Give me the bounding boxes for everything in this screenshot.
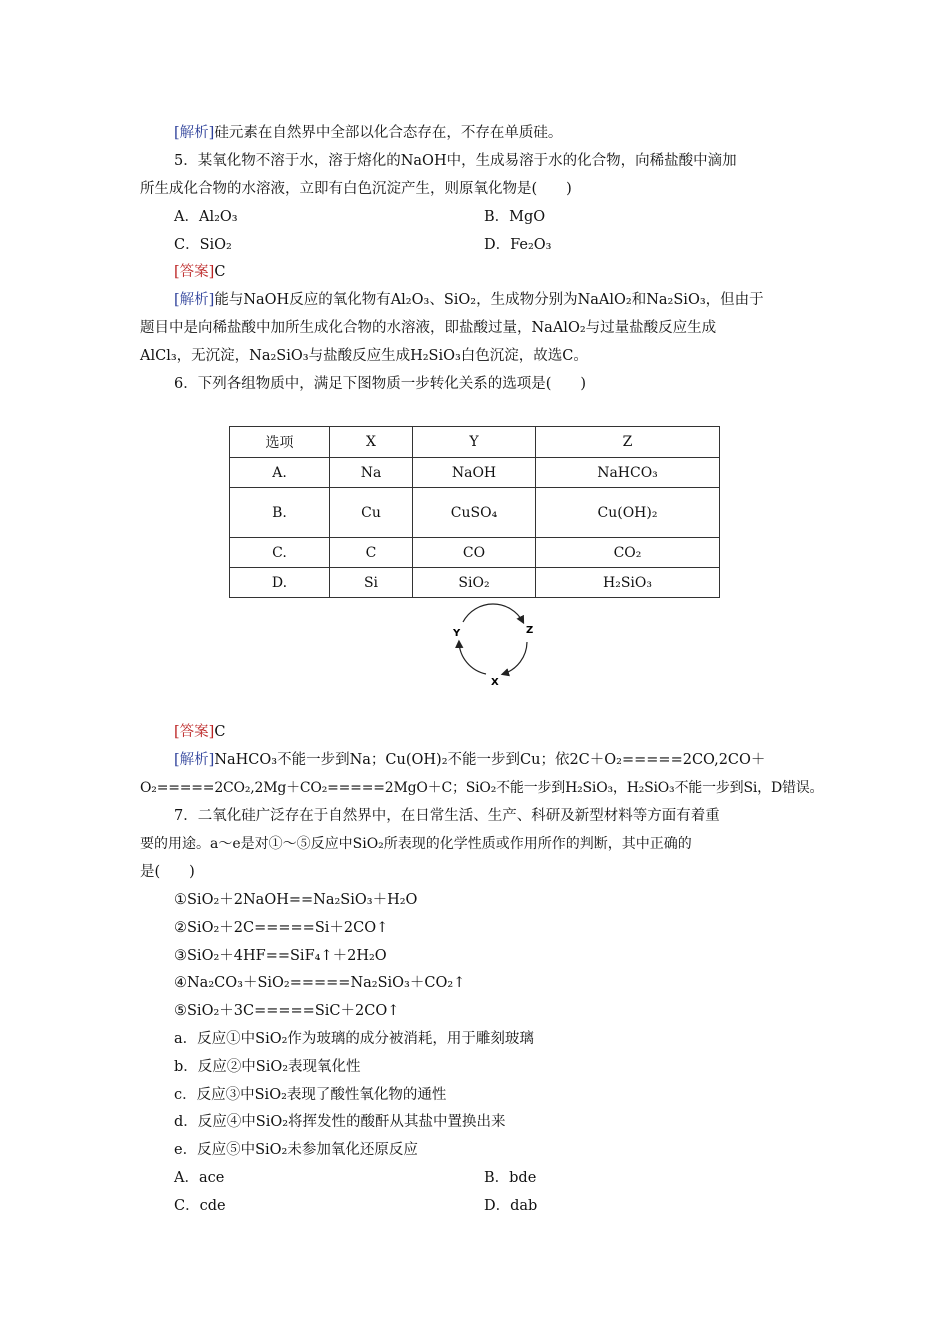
table-cell: CO₂ <box>536 538 720 568</box>
q7-equation-4: ④Na₂CO₃＋SiO₂=====Na₂SiO₃＋CO₂↑ <box>174 975 466 991</box>
table-header: Y <box>413 427 536 458</box>
q7-judgement-d: d．反应④中SiO₂将挥发性的酸酐从其盐中置换出来 <box>174 1114 506 1130</box>
q7-judgement-e: e．反应⑤中SiO₂未参加氧化还原反应 <box>174 1142 418 1158</box>
table-cell: Cu(OH)₂ <box>536 488 720 538</box>
table-cell: Na <box>330 458 413 488</box>
q7-stem-2: 要的用途。a～e是对①～⑤反应中SiO₂所表现的化学性质或作用所作的判断，其中正确的 <box>140 836 692 852</box>
table-cell: D. <box>230 568 330 598</box>
q5-stem-2: 所生成化合物的水溶液，立即有白色沉淀产生，则原氧化物是( ) <box>140 181 572 197</box>
q5-analysis-1 <box>174 290 764 310</box>
q7-option-d: D．dab <box>484 1198 538 1214</box>
q5-answer <box>174 262 225 282</box>
analysis-tag: [解析] <box>174 125 215 141</box>
q7-equation-1: ①SiO₂＋2NaOH==Na₂SiO₃＋H₂O <box>174 892 418 908</box>
answer-value: C <box>214 724 226 740</box>
q5-option-b: B．MgO <box>484 209 546 225</box>
analysis-text: NaHCO₃不能一步到Na；Cu(OH)₂不能一步到Cu；依2C＋O₂=====2CO,2CO＋ <box>214 752 766 768</box>
node-y: Y <box>453 628 461 639</box>
q7-equation-2: ②SiO₂＋2C=====Si＋2CO↑ <box>174 920 389 936</box>
node-z: Z <box>526 625 534 636</box>
answer-tag: [答案] <box>174 724 215 740</box>
table-cell: B. <box>230 488 330 538</box>
q6-answer <box>174 722 225 742</box>
answer-value: C <box>214 264 226 280</box>
table-cell: NaOH <box>413 458 536 488</box>
arrow-x-to-y <box>459 642 486 674</box>
q7-option-c: C．cde <box>174 1198 226 1214</box>
table-header: 选项 <box>230 427 330 458</box>
table-row <box>230 538 720 568</box>
q5-analysis-2: 题目中是向稀盐酸中加所生成化合物的水溶液，即盐酸过量，NaAlO₂与过量盐酸反应生成 <box>140 320 717 336</box>
q6-stem: 6．下列各组物质中，满足下图物质一步转化关系的选项是( ) <box>174 376 587 392</box>
analysis-text: 硅元素在自然界中全部以化合态存在，不存在单质硅。 <box>214 125 563 141</box>
q7-judgement-c: c．反应③中SiO₂表现了酸性氧化物的通性 <box>174 1087 447 1103</box>
arrow-y-to-z <box>463 604 523 622</box>
q7-judgement-b: b．反应②中SiO₂表现氧化性 <box>174 1059 361 1075</box>
q5-option-d: D．Fe₂O₃ <box>484 237 552 253</box>
q7-option-b: B．bde <box>484 1170 537 1186</box>
table-row <box>230 568 720 598</box>
table-cell: SiO₂ <box>413 568 536 598</box>
table-header: X <box>330 427 413 458</box>
node-x: X <box>491 677 499 688</box>
table-cell: Cu <box>330 488 413 538</box>
table-cell: CO <box>413 538 536 568</box>
table-cell: C. <box>230 538 330 568</box>
q7-stem-1: 7．二氧化硅广泛存在于自然界中，在日常生活、生产、科研及新型材料等方面有着重 <box>174 808 720 824</box>
q7-stem-3: 是( ) <box>140 864 195 880</box>
table-cell: H₂SiO₃ <box>536 568 720 598</box>
table-header-row <box>230 427 720 458</box>
q6-table <box>229 426 720 598</box>
q5-option-c: C．SiO₂ <box>174 237 232 253</box>
q6-analysis-2: O₂=====2CO₂,2Mg＋CO₂=====2MgO＋C；SiO₂不能一步到H₂SiO₃，H₂SiO₃不能一步到Si，D错误。 <box>140 780 824 796</box>
table-row <box>230 458 720 488</box>
q5-option-a: A．Al₂O₃ <box>174 209 238 225</box>
q5-analysis-3: AlCl₃，无沉淀，Na₂SiO₃与盐酸反应生成H₂SiO₃白色沉淀，故选C。 <box>140 348 588 364</box>
prev-analysis <box>174 123 562 143</box>
table-cell: Si <box>330 568 413 598</box>
analysis-text: 能与NaOH反应的氧化物有Al₂O₃、SiO₂，生成物分别为NaAlO₂和Na₂SiO₃，但由于 <box>214 292 764 308</box>
arrow-z-to-x <box>503 642 527 674</box>
analysis-tag: [解析] <box>174 292 215 308</box>
table-cell: A. <box>230 458 330 488</box>
table-header: Z <box>536 427 720 458</box>
q6-analysis-1 <box>174 750 765 770</box>
q7-judgement-a: a．反应①中SiO₂作为玻璃的成分被消耗，用于雕刻玻璃 <box>174 1031 534 1047</box>
table-cell: C <box>330 538 413 568</box>
cycle-diagram <box>440 598 550 692</box>
table-row <box>230 488 720 538</box>
q7-equation-5: ⑤SiO₂＋3C=====SiC＋2CO↑ <box>174 1003 400 1019</box>
table-cell: NaHCO₃ <box>536 458 720 488</box>
q5-stem-1: 5．某氧化物不溶于水，溶于熔化的NaOH中，生成易溶于水的化合物，向稀盐酸中滴加 <box>174 153 737 169</box>
q7-option-a: A．ace <box>174 1170 225 1186</box>
answer-tag: [答案] <box>174 264 215 280</box>
table-cell: CuSO₄ <box>413 488 536 538</box>
analysis-tag: [解析] <box>174 752 215 768</box>
q7-equation-3: ③SiO₂＋4HF==SiF₄↑＋2H₂O <box>174 948 387 964</box>
